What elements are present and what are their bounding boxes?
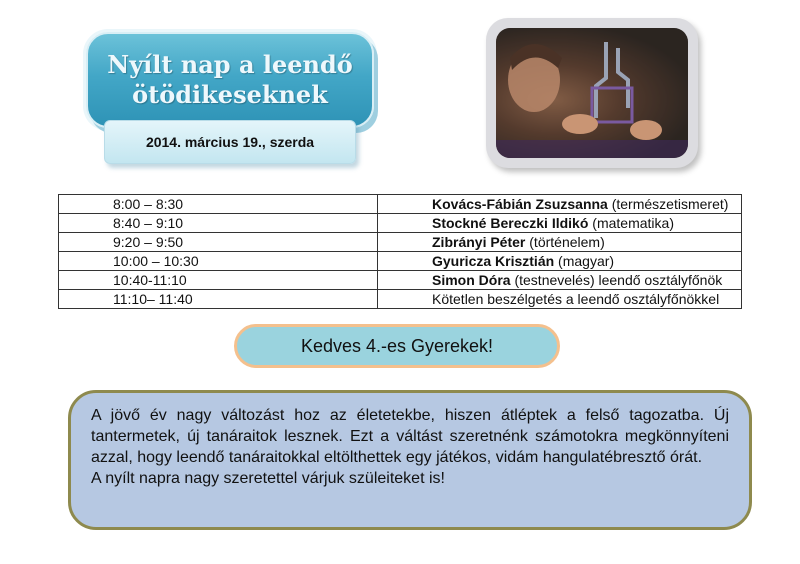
teacher-name: Kovács-Fábián Zsuzsanna: [432, 196, 608, 212]
greeting-text: Kedves 4.-es Gyerekek!: [300, 335, 494, 356]
table-row: [59, 233, 742, 252]
teacher-name: Simon Dóra: [432, 272, 511, 288]
greeting-banner: [234, 324, 560, 368]
event-date: 2014. március 19., szerda: [145, 134, 315, 150]
message-box: [68, 390, 752, 530]
subject-detail: (testnevelés) leendő osztályfőnök: [510, 272, 723, 288]
lab-glassware-illustration: [496, 28, 688, 158]
page-title: Nyílt nap a leendő ötödikeseknek: [107, 50, 353, 109]
schedule-description: [378, 233, 742, 252]
schedule-description: [378, 290, 742, 309]
message-closing: A nyílt napra nagy szeretettel várjuk szüleiteket is!: [91, 470, 445, 487]
schedule-description: [378, 252, 742, 271]
schedule-time: 8:40 – 9:10: [59, 214, 378, 233]
schedule-description: [378, 195, 742, 214]
schedule-table: [58, 194, 742, 309]
student-lab-photo: [496, 28, 688, 158]
date-banner: [104, 120, 356, 164]
table-row: [59, 290, 742, 309]
teacher-name: Zibrányi Péter: [432, 234, 526, 250]
schedule-description: [378, 214, 742, 233]
schedule-time: 10:40-11:10: [59, 271, 378, 290]
subject-detail: (történelem): [525, 234, 605, 250]
schedule-time: 8:00 – 8:30: [59, 195, 378, 214]
table-row: [59, 271, 742, 290]
table-row: [59, 252, 742, 271]
schedule-time: 9:20 – 9:50: [59, 233, 378, 252]
title-banner: [86, 32, 374, 128]
table-row: [59, 214, 742, 233]
teacher-name: Stockné Bereczki Ildikó: [432, 215, 589, 231]
table-row: [59, 195, 742, 214]
schedule-time: 11:10– 11:40: [59, 290, 378, 309]
subject-detail: (matematika): [588, 215, 674, 231]
subject-detail: Kötetlen beszélgetés a leendő osztályfőnökkel: [432, 291, 720, 307]
message-paragraph: A jövő év nagy változást hoz az életetekbe, hiszen átléptek a felső tagozatba. Új tantermetek, új tanáraitok lesznek. Ezt a váltást szeretnénk számotokra megkönnyíteni azzal, hogy leendő tanáraitokkal eltölthettek egy játékos, vidám hangulatébresztő órát.: [91, 407, 729, 466]
subject-detail: (természetismeret): [607, 196, 729, 212]
teacher-name: Gyuricza Krisztián: [432, 253, 555, 269]
subject-detail: (magyar): [554, 253, 615, 269]
schedule-time: 10:00 – 10:30: [59, 252, 378, 271]
photo-frame: [486, 18, 698, 168]
schedule-description: [378, 271, 742, 290]
